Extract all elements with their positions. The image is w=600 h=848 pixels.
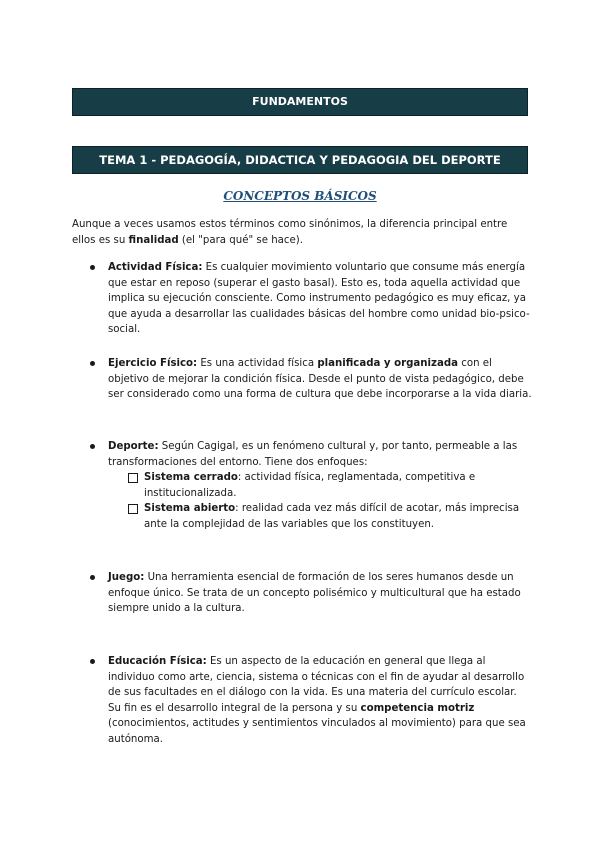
- checkbox-icon: [128, 504, 138, 514]
- list-item-educacion-fisica: Educación Física: Es un aspecto de la educación en general que llega al individuo como arte, ciencia, sistema o técnicas con el fin de ayudar al desarrollo de sus facultades en el diálogo con la vida. Es una materia del currículo escolar. Su fin es el desarrollo integral de la persona y su competencia motriz (conocimientos, actitudes y sentimientos vinculados al movimiento) para que sea autónoma.: [108, 654, 532, 747]
- list-item-actividad-fisica: Actividad Física: Es cualquier movimiento voluntario que consume más energía que estar en reposo (superar el gasto basal). Esto es, toda aquella actividad que implica su ejecución consciente. Como instrumento pedagógico es muy eficaz, ya que ayuda a desarrollar las cualidades básicas del hombre como unidad bio-psico-social.: [108, 260, 532, 338]
- bullet-icon: [90, 444, 95, 449]
- section-title: FUNDAMENTOS: [252, 95, 348, 108]
- topic-title: TEMA 1 - PEDAGOGÍA, DIDACTICA Y PEDAGOGIA DEL DEPORTE: [99, 153, 501, 167]
- checkbox-icon: [128, 473, 138, 483]
- bullet-icon: [90, 659, 95, 664]
- bullet-icon: [90, 575, 95, 580]
- list-item-deporte: Deporte: Según Cagigal, es un fenómeno cultural y, por tanto, permeable a las transformaciones del entorno. Tiene dos enfoques: Sistema cerrado: actividad física, reglamentada, competitiva e institucionalizada. Sistema abierto: realidad cada vez más difícil de acotar, más imprecisa ante la complejidad de las variables que los constituyen.: [108, 439, 532, 532]
- intro-paragraph: Aunque a veces usamos estos términos como sinónimos, la diferencia principal entre ellos es su finalidad (el "para qué" se hace).: [72, 219, 508, 246]
- list-item-juego: Juego: Una herramienta esencial de formación de los seres humanos desde un enfoque único. Se trata de un concepto polisémico y multicultural que ha estado siempre unido a la cultura.: [108, 570, 532, 617]
- sub-item-sistema-abierto: Sistema abierto: realidad cada vez más difícil de acotar, más imprecisa ante la complejidad de las variables que los constituyen.: [108, 501, 532, 532]
- bullet-icon: [90, 265, 95, 270]
- bullet-icon: [90, 361, 95, 366]
- intro-term: finalidad: [128, 234, 179, 246]
- subtitle: CONCEPTOS BÁSICOS: [223, 189, 377, 203]
- sub-item-sistema-cerrado: Sistema cerrado: actividad física, reglamentada, competitiva e institucionalizada.: [108, 470, 532, 501]
- section-title-bar: [72, 88, 528, 116]
- topic-title-bar: [72, 146, 528, 174]
- list-item-ejercicio-fisico: Ejercicio Físico: Es una actividad física planificada y organizada con el objetivo de mejorar la condición física. Desde el punto de vista pedagógico, debe ser considerado como una forma de cultura que debe incorporarse a la vida diaria.: [108, 356, 532, 403]
